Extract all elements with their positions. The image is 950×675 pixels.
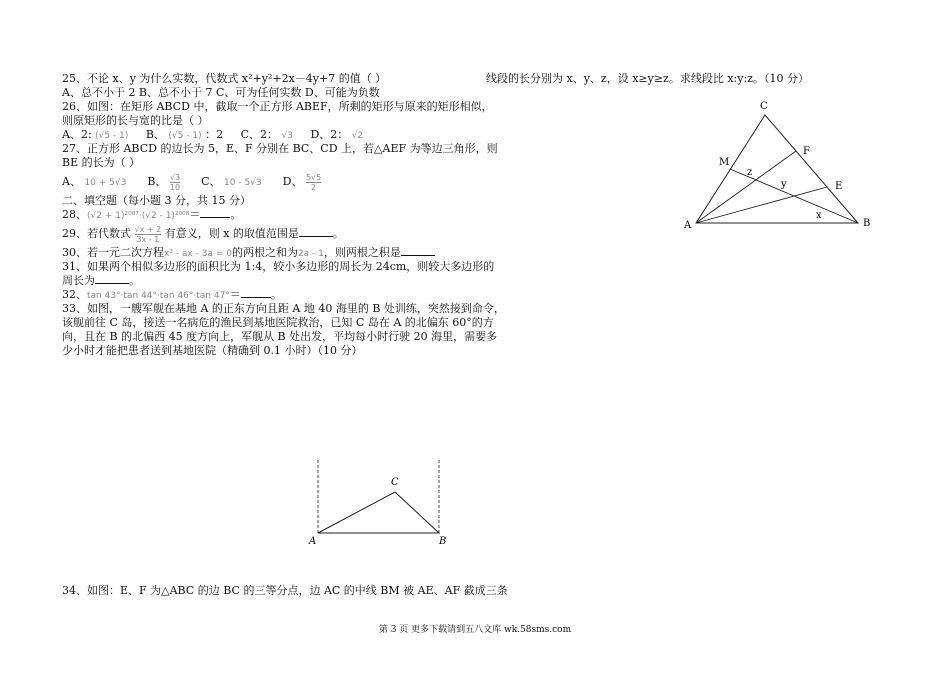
q26-stem-1: 26、如图：在矩形 ABCD 中，截取一个正方形 ABEF，所剩的矩形与原来的矩形相似， [62, 100, 493, 113]
q33-line-4: 少小时才能把患者送到基地医院（精确到 0.1 小时）（10 分） [62, 344, 363, 357]
q31-answer-blank[interactable] [95, 274, 129, 284]
q34-label-z: z [747, 167, 753, 178]
q26-option-b-expr: (√5 - 1) [168, 131, 202, 141]
q32-answer-blank[interactable] [241, 288, 271, 298]
q26-option-d-expr: √2 [351, 131, 364, 141]
q26-options [62, 128, 363, 143]
q25-options: A、总不小于 2 B、总不小于 7 C、可为任何实数 D、可能为负数 [62, 86, 380, 99]
q32-suffix: ＝ [229, 288, 241, 301]
q30-expr-2: 2a - 1 [297, 249, 324, 259]
q30-expr-1: x² - ax - 3a = 0 [164, 249, 232, 259]
q30-prefix: 30、若一元二次方程 [62, 246, 164, 259]
q32-end: 。 [270, 288, 282, 301]
q34-label-b: B [863, 218, 871, 229]
q27-option-b-fraction [170, 173, 180, 192]
q28-end: 。 [230, 208, 242, 221]
q26-option-a-expr: (√5 - 1) [95, 131, 129, 141]
q31-end: 。 [129, 274, 140, 287]
q26-option-b: B、 [145, 128, 165, 141]
q30-answer-blank[interactable] [401, 246, 435, 256]
q27-stem-1: 27、正方形 ABCD 的边长为 5，E、F 分别在 BC、CD 上，若△AEF 为等边三角形，则 [62, 142, 498, 155]
q28-prefix: 28、 [62, 208, 87, 221]
q28-expr: (√2 + 1)²⁰⁰⁷·(√2 - 1)²⁰⁰⁸ [87, 211, 190, 221]
q25-stem: 25、不论 x、y 为什么实数，代数式 x²+y²+2x－4y+7 的值（ ） [62, 72, 387, 85]
q31-line-2-text: 周长为 [62, 274, 95, 287]
q29-num: √x + 2 [134, 224, 162, 234]
page-footer: 第 3 页 更多下载请到五八文库 wk.58sms.com [378, 625, 572, 635]
q31-line-1: 31、如果两个相似多边形的面积比为 1:4，较小多边形的周长为 24cm，则较大多边形的 [62, 260, 495, 273]
q27-option-d-den: 2 [306, 182, 321, 192]
q29-den: 3x - 1 [136, 234, 160, 244]
q29 [62, 224, 344, 244]
q26-option-b-end: ：2 [205, 128, 224, 141]
q26-option-d: D、2： [310, 128, 349, 141]
q28-answer-blank[interactable] [200, 208, 230, 218]
q28 [62, 208, 241, 223]
q33-label-c: C [391, 477, 399, 488]
q29-fraction [135, 225, 162, 244]
q29-mid: 有意义，则 x 的取值范围是 [164, 227, 299, 240]
q33-line-2: 该舰前往 C 岛，接送一名病危的渔民到基地医院救治，已知 C 岛在 A 的北偏东 60°的方 [62, 316, 494, 329]
q34-label-f: F [803, 146, 810, 157]
q27-option-d: D、 [282, 175, 303, 188]
q26-option-c: C、2： [240, 128, 279, 141]
q33-label-a: A [309, 536, 317, 547]
q30-mid: 的两根之和为 [231, 246, 298, 259]
q34-triangle-abc [696, 115, 858, 223]
q27-option-b-num: √3 [169, 172, 181, 182]
q29-answer-blank[interactable] [299, 227, 333, 237]
q33-line-3: 向，且在 B 的北偏西 45 度方向上，军舰从 B 处出发，平均每小时行驶 20 海里，需要多 [62, 330, 498, 343]
q27-options [62, 172, 321, 193]
q30 [62, 246, 435, 261]
q33-triangle [318, 492, 439, 533]
q32-prefix: 32、 [62, 288, 87, 301]
section-2-heading: 二、填空题（每小题 3 分，共 15 分） [62, 194, 251, 207]
q27-option-a: A、 [62, 175, 81, 188]
q27-option-a-expr: 10 + 5√3 [84, 178, 127, 188]
q34-label-m: M [719, 157, 730, 168]
q27-option-b-den: 10 [169, 182, 181, 192]
q34-label-x: x [816, 210, 822, 221]
q27-option-d-num: 5√5 [305, 172, 322, 182]
q34-label-e: E [835, 181, 843, 192]
q34-label-c: C [760, 101, 768, 112]
q29-end: 。 [332, 227, 344, 240]
q28-suffix: ＝ [189, 208, 201, 221]
q33-line-1: 33、如图，一艘军舰在基地 A 的正东方向且距 A 地 40 海里的 B 处训练，突然接到命令， [62, 302, 505, 315]
q32 [62, 288, 282, 303]
q30-end: ，则两根之积是 [323, 246, 401, 259]
q27-stem-2: BE 的长为（ ） [62, 156, 141, 169]
q27-option-b: B、 [147, 175, 167, 188]
q26-option-a: A、2: [62, 128, 92, 141]
q26-stem-2: 则原矩形的长与宽的比是（ ） [62, 114, 209, 127]
q29-prefix: 29、若代数式 [62, 227, 131, 240]
q27-option-d-fraction [306, 173, 321, 192]
q34-label-y: y [781, 179, 787, 190]
q34-line-1: 34、如图：E、F 为△ABC 的边 BC 的三等分点，边 AC 的中线 BM 被 AE、AF 截成三条 [62, 584, 508, 597]
q33-label-b: B [439, 536, 447, 547]
q27-option-c: C、 [201, 175, 221, 188]
q34-label-a: A [684, 220, 692, 231]
q33-figure [300, 455, 460, 550]
q34-figure [680, 95, 880, 235]
q32-expr: tan 43°·tan 44°·tan 46°·tan 47° [87, 291, 230, 301]
q34-line-2: 线段的长分别为 x、y、z，设 x≥y≥z。求线段比 x:y:z。（10 分） [486, 72, 809, 85]
q31-line-2 [62, 274, 140, 287]
q26-option-c-expr: √3 [281, 131, 293, 141]
q27-option-c-expr: 10 - 5√3 [224, 178, 262, 188]
